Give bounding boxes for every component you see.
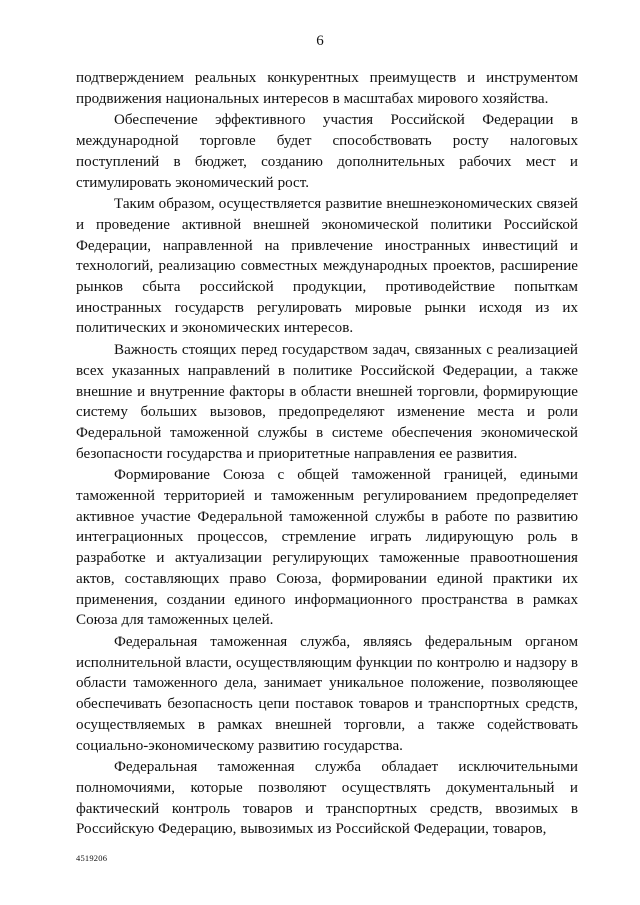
- paragraph-exclusive-powers: Федеральная таможенная служба обладает исключительными полномочиями, которые позволяют осуществлять документальный и фактический контроль товаров и транспортных средств, ввозимых в Российскую Федерацию, вывозимых из Российской Федерации, товаров,: [76, 759, 578, 838]
- paragraph-union-formation: Формирование Союза с общей таможенной границей, едиными таможенной территорией и таможенным регулированием предопределяет активное участие Федеральной таможенной службы в работе по развитию интеграционных процессов, стремление играть лидирующую роль в разработке и актуализации регулирующих таможенные правоотношения актов, составляющих право Союза, формировании единой практики их применения, создании единого информационного пространства в рамках Союза для таможенных целей.: [76, 467, 578, 629]
- document-code: 4519206: [76, 853, 108, 863]
- paragraph-importance-of-tasks: Важность стоящих перед государством задач, связанных с реализацией всех указанных направлений в политике Российской Федерации, а также внешние и внутренние факторы в области внешней торговли, формирующие систему больших вызовов, предопределяют изменение места и роли Федеральной таможенной службы в системе обеспечения экономической безопасности государства и приоритетные направления ее развития.: [76, 342, 578, 462]
- paragraph-customs-service-role: Федеральная таможенная служба, являясь федеральным органом исполнительной власти, осуществляющим функции по контролю и надзору в области таможенного дела, занимает уникальное положение, позволяющее обеспечивать безопасность цепи поставок товаров и транспортных средств, осуществляемых в рамках внешней торговли, а также содействовать социально-экономическому развитию государства.: [76, 633, 578, 754]
- page-number: 6: [316, 33, 324, 49]
- paragraph-foreign-economic-policy: Таким образом, осуществляется развитие внешнеэкономических связей и проведение активной внешней экономической политики Российской Федерации, направленной на привлечение иностранных инвестиций и технологий, реализацию совместных международных проектов, расширение рынков сбыта российской продукции, противодействие попыткам иностранных государств регулировать мировые рынки исходя из их политических и экономических интересов.: [76, 196, 578, 337]
- document-body: [76, 68, 578, 841]
- paragraph-trade-participation: Обеспечение эффективного участия Российской Федерации в международной торговле будет способствовать росту налоговых поступлений в бюджет, созданию дополнительных рабочих мест и стимулировать экономический рост.: [76, 112, 578, 191]
- paragraph-continued: подтверждением реальных конкурентных преимуществ и инструментом продвижения национальных интересов в масштабах мирового хозяйства.: [76, 70, 578, 107]
